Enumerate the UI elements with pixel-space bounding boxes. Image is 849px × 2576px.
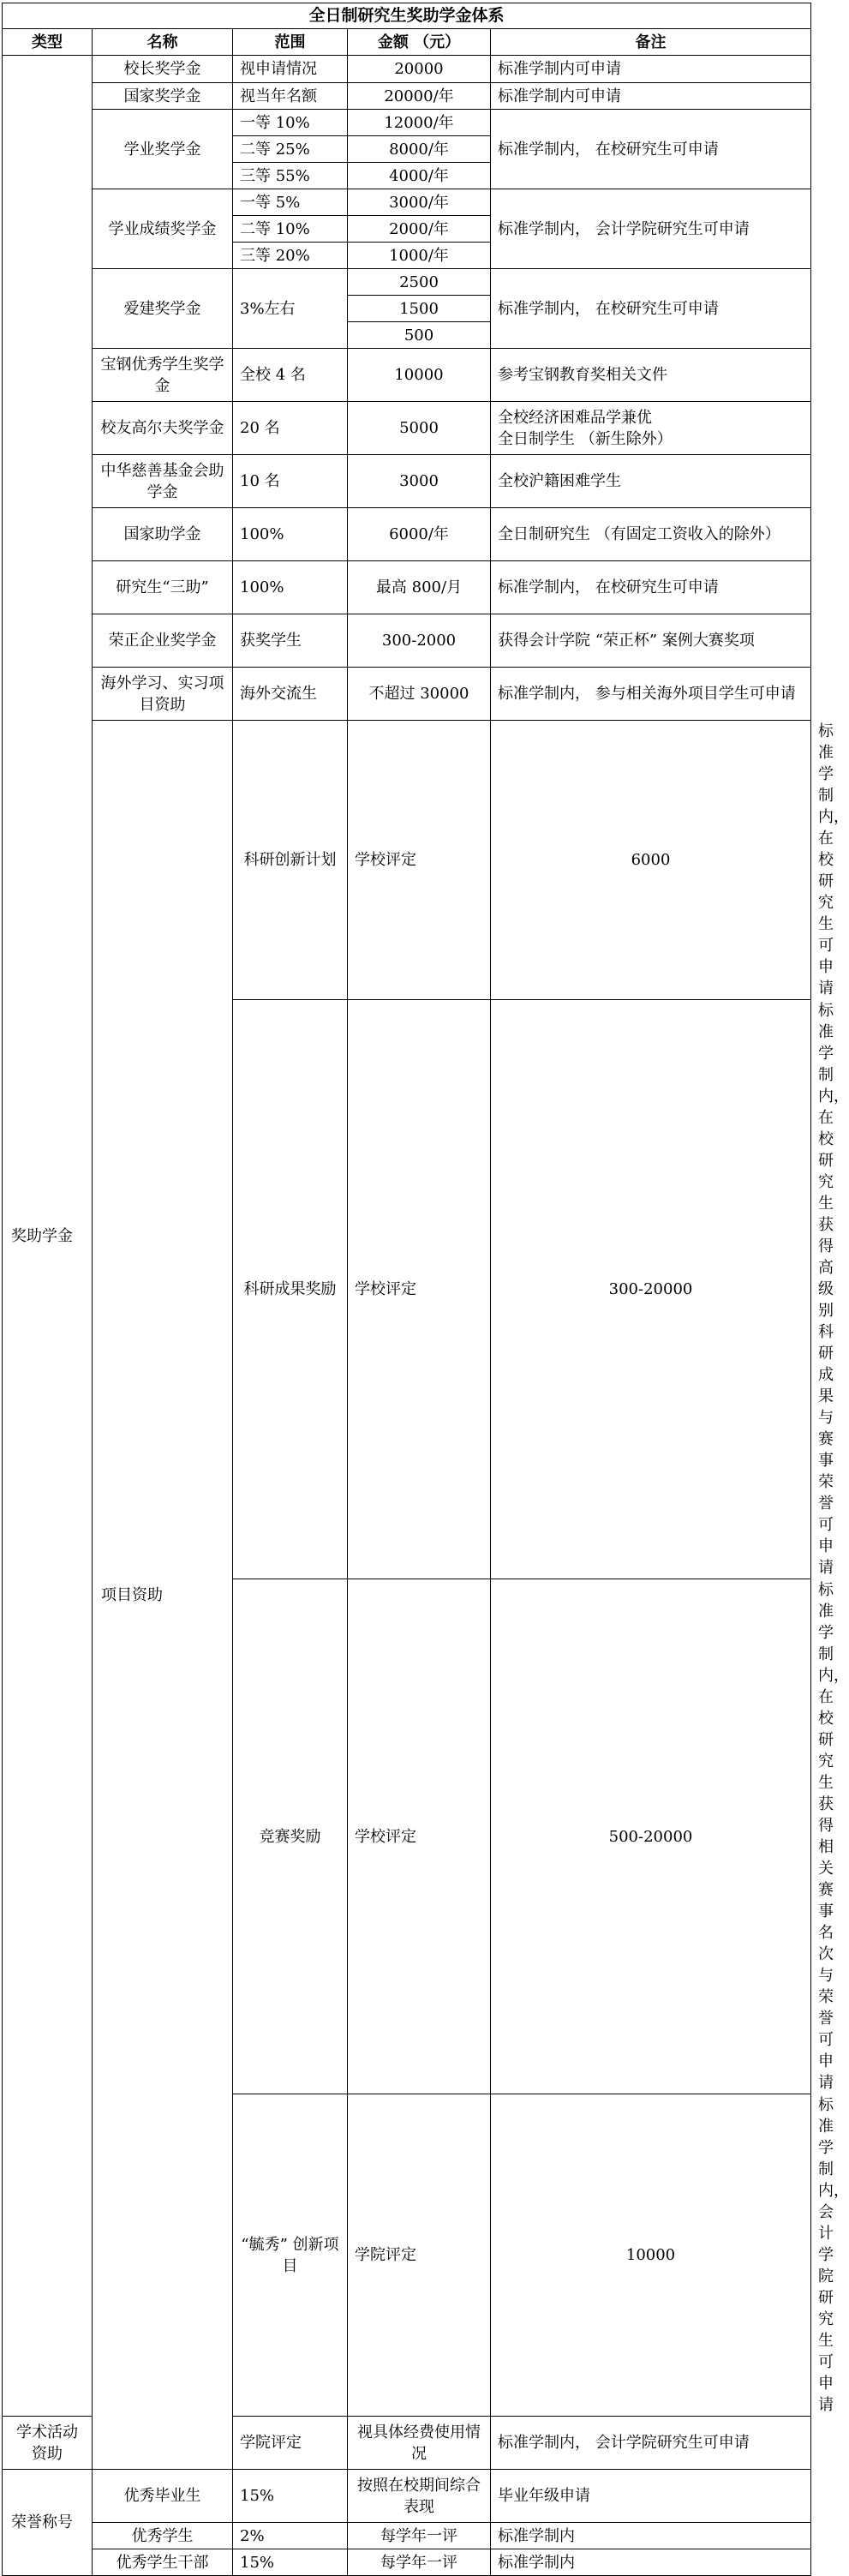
amount-cell: 1000/年 xyxy=(348,243,491,269)
note-cell: 标准学制内， 在校研究生可申请 xyxy=(491,110,811,189)
table-row xyxy=(3,56,811,83)
amount-cell: 不超过 30000 xyxy=(348,668,491,721)
table-row xyxy=(3,110,811,136)
amount-cell: 视具体经费使用情况 xyxy=(348,2417,491,2470)
name-cell: 研究生“三助” xyxy=(93,561,233,614)
name-cell: 中华慈善基金会助学金 xyxy=(93,455,233,508)
amount-cell: 每学年一评 xyxy=(348,2549,491,2576)
name-cell: 宝钢优秀学生奖学金 xyxy=(93,349,233,402)
amount-cell: 每学年一评 xyxy=(348,2523,491,2549)
note-cell: 标准学制内， 参与相关海外项目学生可申请 xyxy=(491,668,811,721)
name-cell: 科研创新计划 xyxy=(233,721,348,1000)
amount-cell: 500 xyxy=(348,322,491,349)
name-cell: 爱建奖学金 xyxy=(93,269,233,349)
name-cell: 优秀学生干部 xyxy=(93,2549,233,2576)
amount-cell: 10000 xyxy=(348,349,491,402)
group-type-cell: 项目资助 xyxy=(93,721,233,2470)
scope-cell: 获奖学生 xyxy=(233,614,348,668)
title-row xyxy=(3,3,811,29)
amount-cell: 20000/年 xyxy=(348,83,491,110)
header-note: 备注 xyxy=(491,29,811,56)
scope-cell: 学院评定 xyxy=(233,2417,348,2470)
group-type-cell: 荣誉称号 xyxy=(3,2470,93,2576)
table-row: 竞赛奖励 学校评定 500-20000 标准学制内， 在校研究生获得相关赛事名次与荣誉可申请 xyxy=(3,1579,811,2094)
amount-cell: 5000 xyxy=(348,402,491,455)
scope-cell: 15% xyxy=(233,2549,348,2576)
scope-cell: 视申请情况 xyxy=(233,56,348,83)
amount-cell: 6000/年 xyxy=(348,508,491,561)
table-row xyxy=(3,349,811,402)
scope-cell: 2% xyxy=(233,2523,348,2549)
amount-cell: 10000 xyxy=(491,2094,811,2417)
note-line-2: 全日制学生 （新生除外） xyxy=(498,429,673,448)
scope-cell: 学院评定 xyxy=(348,2094,491,2417)
scope-cell: 10 名 xyxy=(233,455,348,508)
table-row xyxy=(3,455,811,508)
name-cell: 校友高尔夫奖学金 xyxy=(93,402,233,455)
note-cell: 标准学制内， 会计学院研究生可申请 xyxy=(491,2417,811,2470)
amount-cell: 按照在校期间综合表现 xyxy=(348,2470,491,2523)
note-cell: 标准学制内， 会计学院研究生可申请 xyxy=(491,189,811,269)
scope-cell: 二等 25% xyxy=(233,136,348,163)
amount-cell: 最高 800/月 xyxy=(348,561,491,614)
table-title: 全日制研究生奖助学金体系 xyxy=(3,3,811,29)
table-row xyxy=(3,269,811,296)
scope-cell: 3%左右 xyxy=(233,269,348,349)
table-row xyxy=(3,83,811,110)
amount-cell: 2500 xyxy=(348,269,491,296)
amount-cell: 1500 xyxy=(348,296,491,322)
group-type-cell: 奖助学金 xyxy=(3,56,93,2417)
scope-cell: 视当年名额 xyxy=(233,83,348,110)
table-row xyxy=(3,189,811,216)
header-type: 类型 xyxy=(3,29,93,56)
note-cell: 获得会计学院 “荣正杯” 案例大赛奖项 xyxy=(491,614,811,668)
name-cell: 学业奖学金 xyxy=(93,110,233,189)
note-cell: 标准学制内 xyxy=(491,2549,811,2576)
note-cell: 标准学制内可申请 xyxy=(491,56,811,83)
scope-cell: 学校评定 xyxy=(348,1579,491,2094)
scope-cell: 学校评定 xyxy=(348,721,491,1000)
name-cell: 优秀毕业生 xyxy=(93,2470,233,2523)
name-cell: 国家奖学金 xyxy=(93,83,233,110)
amount-cell: 3000/年 xyxy=(348,189,491,216)
amount-cell: 4000/年 xyxy=(348,163,491,189)
scope-cell: 15% xyxy=(233,2470,348,2523)
name-cell: 竞赛奖励 xyxy=(233,1579,348,2094)
table-row xyxy=(3,2470,811,2523)
table-row xyxy=(3,2549,811,2576)
note-cell: 标准学制内 xyxy=(491,2523,811,2549)
note-cell: 参考宝钢教育奖相关文件 xyxy=(491,349,811,402)
amount-cell: 3000 xyxy=(348,455,491,508)
note-cell: 全校沪籍困难学生 xyxy=(491,455,811,508)
table-row xyxy=(3,668,811,721)
name-cell: 国家助学金 xyxy=(93,508,233,561)
amount-cell: 2000/年 xyxy=(348,216,491,243)
table-row xyxy=(3,561,811,614)
note-cell: 全日制研究生 （有固定工资收入的除外） xyxy=(491,508,811,561)
scholarship-table xyxy=(2,3,849,2576)
note-cell: 毕业年级申请 xyxy=(491,2470,811,2523)
note-cell: 标准学制内， 在校研究生可申请 xyxy=(491,269,811,349)
header-scope: 范围 xyxy=(233,29,348,56)
name-cell: 学业成绩奖学金 xyxy=(93,189,233,269)
table-row xyxy=(3,508,811,561)
table-row xyxy=(3,2523,811,2549)
name-cell: 科研成果奖励 xyxy=(233,1000,348,1579)
scope-cell: 三等 20% xyxy=(233,243,348,269)
scope-cell: 全校 4 名 xyxy=(233,349,348,402)
amount-cell: 500-20000 xyxy=(491,1579,811,2094)
amount-cell: 300-20000 xyxy=(491,1000,811,1579)
scope-cell: 三等 55% xyxy=(233,163,348,189)
name-cell: “毓秀” 创新项目 xyxy=(233,2094,348,2417)
table-row: 项目资助 科研创新计划 学校评定 6000 标准学制内， 在校研究生可申请 xyxy=(3,721,811,1000)
scope-cell: 学校评定 xyxy=(348,1000,491,1579)
header-amount: 金额 （元） xyxy=(348,29,491,56)
name-cell: 荣正企业奖学金 xyxy=(93,614,233,668)
amount-cell: 6000 xyxy=(491,721,811,1000)
note-cell: 标准学制内， 在校研究生可申请 xyxy=(491,561,811,614)
table-row xyxy=(3,614,811,668)
scope-cell: 一等 10% xyxy=(233,110,348,136)
note-cell: 标准学制内可申请 xyxy=(491,83,811,110)
name-cell: 学术活动资助 xyxy=(3,2417,93,2470)
scope-cell: 100% xyxy=(233,508,348,561)
name-cell: 优秀学生 xyxy=(93,2523,233,2549)
table-row: 科研成果奖励 学校评定 300-20000 标准学制内， 在校研究生获得高级别科研成果与赛事荣誉可申请 xyxy=(3,1000,811,1579)
scope-cell: 20 名 xyxy=(233,402,348,455)
header-row xyxy=(3,29,811,56)
scope-cell: 二等 10% xyxy=(233,216,348,243)
amount-cell: 300-2000 xyxy=(348,614,491,668)
amount-cell: 20000 xyxy=(348,56,491,83)
scope-cell: 100% xyxy=(233,561,348,614)
table-row: “毓秀” 创新项目 学院评定 10000 标准学制内， 会计学院研究生可申请 xyxy=(3,2094,811,2417)
amount-cell: 12000/年 xyxy=(348,110,491,136)
name-cell: 海外学习、实习项目资助 xyxy=(93,668,233,721)
header-name: 名称 xyxy=(93,29,233,56)
amount-cell: 8000/年 xyxy=(348,136,491,163)
note-cell xyxy=(491,402,811,455)
scope-cell: 海外交流生 xyxy=(233,668,348,721)
table-row xyxy=(3,402,811,455)
note-line-1: 全校经济困难品学兼优 xyxy=(498,408,652,427)
scope-cell: 一等 5% xyxy=(233,189,348,216)
name-cell: 校长奖学金 xyxy=(93,56,233,83)
